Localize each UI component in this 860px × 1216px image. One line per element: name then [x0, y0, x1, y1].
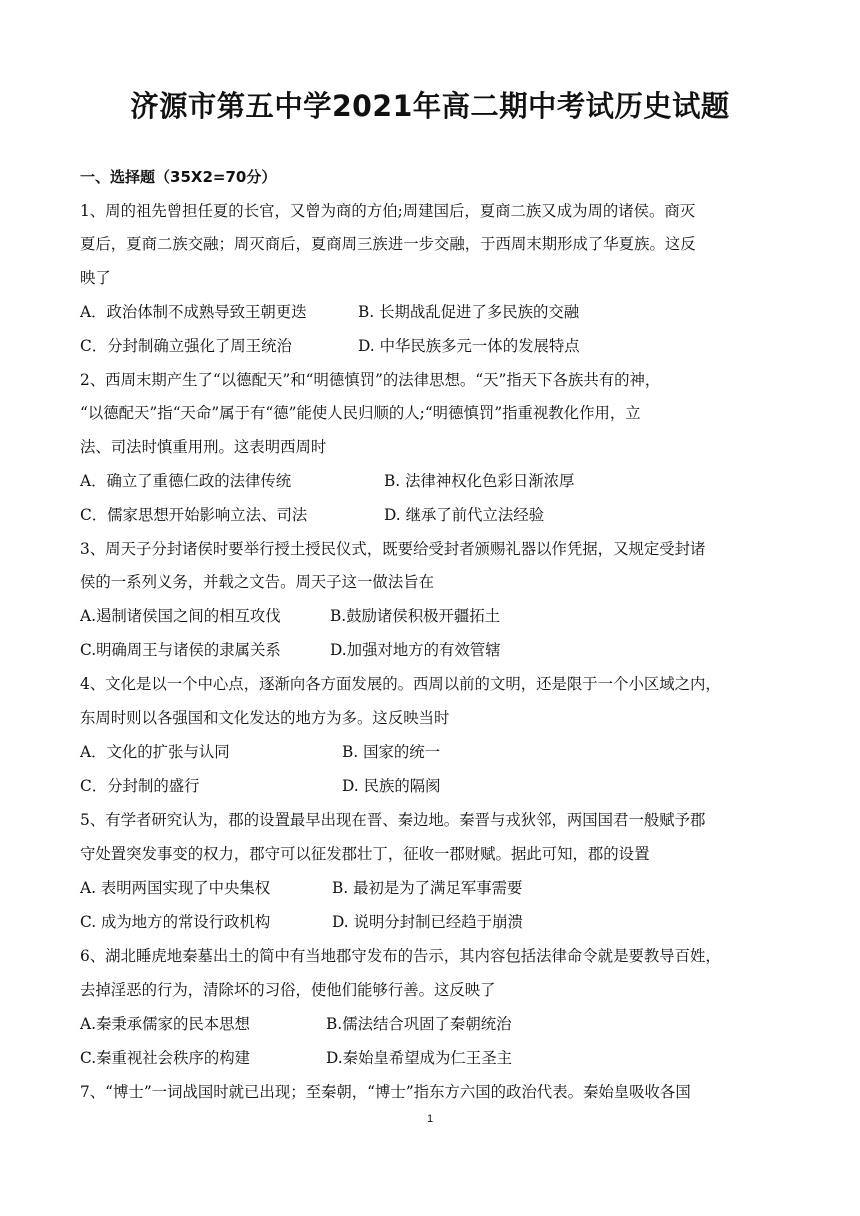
option-b: B. 法律神权化色彩日渐浓厚	[384, 472, 575, 490]
option-a: A. 表明两国实现了中央集权	[80, 879, 271, 897]
option-c: C．儒家思想开始影响立法、司法	[80, 506, 308, 524]
option-b: B. 长期战乱促进了多民族的交融	[358, 303, 580, 321]
option-d: D.秦始皇希望成为仁王圣主	[326, 1049, 512, 1067]
question-text-line: 夏后，夏商二族交融；周灭商后，夏商周三族进一步交融，于西周末期形成了华夏族。这反	[80, 235, 696, 253]
section-heading: 一、选择题（35X2=70分）	[80, 168, 277, 186]
question-text-line: 去掉淫恶的行为，清除坏的习俗，使他们能够行善。这反映了	[80, 981, 496, 999]
option-d: D. 中华民族多元一体的发展特点	[358, 337, 580, 355]
option-a: A.遏制诸侯国之间的相互攻伐	[80, 607, 281, 625]
option-a: A．确立了重德仁政的法律传统	[80, 472, 292, 490]
option-c: C.明确周王与诸侯的隶属关系	[80, 641, 281, 659]
question-text-line: 5、有学者研究认为，郡的设置最早出现在晋、秦边地。秦晋与戎狄邻，两国国君一般赋予郡	[80, 811, 706, 829]
option-d: D. 继承了前代立法经验	[384, 506, 545, 524]
option-a: A．文化的扩张与认同	[80, 743, 230, 761]
option-c: C．分封制确立强化了周王统治	[80, 337, 292, 355]
page-number: 1	[426, 1113, 434, 1125]
question-text-line: “以德配天”指“天命”属于有“德”能使人民归顺的人;“明德慎罚”指重视教化作用，立	[80, 404, 641, 422]
question-text-line: 侯的一系列义务，并载之文告。周天子这一做法旨在	[80, 573, 434, 591]
question-text-line: 1、周的祖先曾担任夏的长官，又曾为商的方伯;周建国后，夏商二族又成为周的诸侯。商灭	[80, 202, 696, 220]
option-d: D.加强对地方的有效管辖	[330, 641, 501, 659]
option-a: A．政治体制不成熟导致王朝更迭	[80, 303, 307, 321]
question-text-line: 守处置突发事变的权力，郡守可以征发郡壮丁，征收一郡财赋。据此可知，郡的设置	[80, 845, 650, 863]
option-c: C．分封制的盛行	[80, 777, 200, 795]
option-b: B. 最初是为了满足军事需要	[332, 879, 523, 897]
question-text-line: 7、“博士”一词战国时就已出现；至秦朝，“博士”指东方六国的政治代表。秦始皇吸收各国	[80, 1083, 691, 1101]
option-a: A.秦秉承儒家的民本思想	[80, 1015, 250, 1033]
question-text-line: 4、文化是以一个中心点，逐渐向各方面发展的。西周以前的文明，还是限于一个小区域之内，	[80, 675, 721, 693]
option-d: D. 说明分封制已经趋于崩溃	[332, 913, 523, 931]
option-d: D. 民族的隔阂	[342, 777, 441, 795]
option-b: B.鼓励诸侯积极开疆拓土	[330, 607, 501, 625]
question-text-line: 3、周天子分封诸侯时要举行授土授民仪式，既要给受封者颁赐礼器以作凭据，又规定受封诸	[80, 540, 706, 558]
question-text-line: 2、西周末期产生了“以德配天”和“明德慎罚”的法律思想。“天”指天下各族共有的神，	[80, 371, 661, 389]
option-c: C.秦重视社会秩序的构建	[80, 1049, 251, 1067]
option-b: B. 国家的统一	[342, 743, 441, 761]
question-text-line: 6、湖北睡虎地秦墓出土的简中有当地郡守发布的告示，其内容包括法律命令就是要教导百姓，	[80, 947, 721, 965]
question-text-line: 法、司法时慎重用刑。这表明西周时	[80, 438, 327, 456]
page-title: 济源市第五中学2021年高二期中考试历史试题	[130, 89, 730, 123]
option-b: B.儒法结合巩固了秦朝统治	[326, 1015, 512, 1033]
question-text-line: 映了	[80, 269, 111, 287]
option-c: C. 成为地方的常设行政机构	[80, 913, 271, 931]
question-text-line: 东周时则以各强国和文化发达的地方为多。这反映当时	[80, 709, 450, 727]
